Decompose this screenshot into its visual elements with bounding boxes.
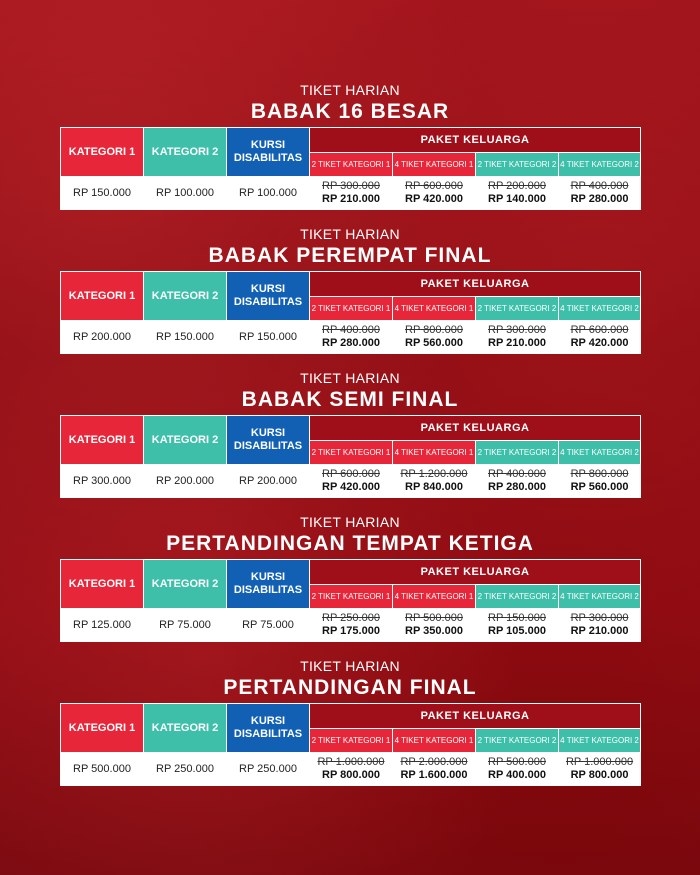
- header-kursi-disabilitas: KURSI DISABILITAS: [227, 128, 310, 177]
- subheader-4-tiket-kat1: 4 TIKET KATEGORI 1: [393, 441, 476, 465]
- price-table: [60, 559, 641, 642]
- subheader-4-tiket-kat1: 4 TIKET KATEGORI 1: [393, 585, 476, 609]
- stage-title: PERTANDINGAN FINAL: [223, 676, 477, 699]
- family-price-cell: [393, 753, 476, 786]
- header-paket-keluarga: PAKET KELUARGA: [310, 272, 641, 297]
- discount-price: RP 210.000: [570, 625, 629, 637]
- original-price: RP 500.000: [488, 756, 546, 768]
- header-kursi-disabilitas: KURSI DISABILITAS: [227, 272, 310, 321]
- original-price: RP 600.000: [570, 324, 629, 336]
- family-price-cell: [393, 321, 476, 354]
- subheader-4-tiket-kat1: 4 TIKET KATEGORI 1: [393, 729, 476, 753]
- price-table: [60, 703, 641, 786]
- price-table: [60, 271, 641, 354]
- family-price-cell: [559, 609, 641, 642]
- price-kursi-disabilitas: RP 150.000: [227, 321, 310, 354]
- family-price-cell: [559, 177, 641, 210]
- family-price-cell: [476, 609, 559, 642]
- subheader-2-tiket-kat2: 2 TIKET KATEGORI 2: [476, 153, 559, 177]
- discount-price: RP 560.000: [405, 337, 463, 349]
- stage-title: BABAK PEREMPAT FINAL: [208, 244, 492, 267]
- subheader-2-tiket-kat2: 2 TIKET KATEGORI 2: [476, 297, 559, 321]
- price-kategori-2: RP 75.000: [144, 609, 227, 642]
- family-price-cell: [310, 177, 393, 210]
- family-price-cell: [476, 321, 559, 354]
- ticket-type-label: TIKET HARIAN: [300, 658, 400, 674]
- header-paket-keluarga: PAKET KELUARGA: [310, 416, 641, 441]
- discount-price: RP 800.000: [570, 769, 629, 781]
- price-kursi-disabilitas: RP 250.000: [227, 753, 310, 786]
- header-kategori-1: KATEGORI 1: [61, 128, 144, 177]
- price-kategori-1: RP 200.000: [61, 321, 144, 354]
- family-price-cell: [559, 465, 641, 498]
- header-kategori-2: KATEGORI 2: [144, 704, 227, 753]
- subheader-2-tiket-kat1: 2 TIKET KATEGORI 1: [310, 729, 393, 753]
- subheader-4-tiket-kat2: 4 TIKET KATEGORI 2: [559, 729, 641, 753]
- header-kategori-1: KATEGORI 1: [61, 560, 144, 609]
- subheader-4-tiket-kat2: 4 TIKET KATEGORI 2: [559, 297, 641, 321]
- discount-price: RP 105.000: [488, 625, 546, 637]
- discount-price: RP 210.000: [488, 337, 546, 349]
- original-price: RP 300.000: [322, 180, 380, 192]
- original-price: RP 600.000: [322, 468, 380, 480]
- discount-price: RP 280.000: [570, 193, 629, 205]
- original-price: RP 2.000.000: [400, 756, 468, 768]
- subheader-2-tiket-kat1: 2 TIKET KATEGORI 1: [310, 153, 393, 177]
- header-kursi-disabilitas: KURSI DISABILITAS: [227, 560, 310, 609]
- subheader-4-tiket-kat2: 4 TIKET KATEGORI 2: [559, 441, 641, 465]
- family-price-cell: [310, 753, 393, 786]
- original-price: RP 300.000: [570, 612, 629, 624]
- discount-price: RP 350.000: [405, 625, 463, 637]
- original-price: RP 600.000: [405, 180, 463, 192]
- discount-price: RP 420.000: [405, 193, 463, 205]
- subheader-2-tiket-kat1: 2 TIKET KATEGORI 1: [310, 297, 393, 321]
- ticket-type-label: TIKET HARIAN: [300, 370, 400, 386]
- family-price-cell: [393, 609, 476, 642]
- family-price-cell: [310, 465, 393, 498]
- subheader-2-tiket-kat1: 2 TIKET KATEGORI 1: [310, 441, 393, 465]
- discount-price: RP 140.000: [488, 193, 546, 205]
- family-price-cell: [476, 177, 559, 210]
- price-kategori-1: RP 150.000: [61, 177, 144, 210]
- header-kategori-2: KATEGORI 2: [144, 272, 227, 321]
- discount-price: RP 210.000: [322, 193, 380, 205]
- subheader-4-tiket-kat1: 4 TIKET KATEGORI 1: [393, 153, 476, 177]
- original-price: RP 150.000: [488, 612, 546, 624]
- price-kursi-disabilitas: RP 200.000: [227, 465, 310, 498]
- ticket-type-label: TIKET HARIAN: [300, 82, 400, 98]
- family-price-cell: [310, 609, 393, 642]
- header-paket-keluarga: PAKET KELUARGA: [310, 128, 641, 153]
- stage-title: BABAK 16 BESAR: [250, 100, 450, 123]
- discount-price: RP 840.000: [405, 481, 463, 493]
- original-price: RP 1.000.000: [565, 756, 634, 768]
- subheader-4-tiket-kat2: 4 TIKET KATEGORI 2: [559, 153, 641, 177]
- original-price: RP 1.000.000: [317, 756, 385, 768]
- family-price-cell: [476, 753, 559, 786]
- subheader-2-tiket-kat2: 2 TIKET KATEGORI 2: [476, 585, 559, 609]
- discount-price: RP 280.000: [322, 337, 380, 349]
- price-kategori-2: RP 200.000: [144, 465, 227, 498]
- subheader-4-tiket-kat2: 4 TIKET KATEGORI 2: [559, 585, 641, 609]
- discount-price: RP 400.000: [488, 769, 546, 781]
- subheader-2-tiket-kat2: 2 TIKET KATEGORI 2: [476, 729, 559, 753]
- header-kategori-2: KATEGORI 2: [144, 560, 227, 609]
- family-price-cell: [559, 321, 641, 354]
- price-table: [60, 415, 641, 498]
- discount-price: RP 175.000: [322, 625, 380, 637]
- original-price: RP 800.000: [405, 324, 463, 336]
- ticket-type-label: TIKET HARIAN: [300, 226, 400, 242]
- discount-price: RP 800.000: [322, 769, 380, 781]
- price-table: [60, 127, 641, 210]
- price-kursi-disabilitas: RP 75.000: [227, 609, 310, 642]
- original-price: RP 1.200.000: [400, 468, 468, 480]
- family-price-cell: [476, 465, 559, 498]
- discount-price: RP 1.600.000: [400, 769, 468, 781]
- original-price: RP 400.000: [570, 180, 629, 192]
- header-paket-keluarga: PAKET KELUARGA: [310, 560, 641, 585]
- original-price: RP 200.000: [488, 180, 546, 192]
- header-kategori-2: KATEGORI 2: [144, 128, 227, 177]
- price-kategori-2: RP 150.000: [144, 321, 227, 354]
- subheader-2-tiket-kat2: 2 TIKET KATEGORI 2: [476, 441, 559, 465]
- stage-title: PERTANDINGAN TEMPAT KETIGA: [166, 532, 534, 555]
- family-price-cell: [310, 321, 393, 354]
- original-price: RP 500.000: [405, 612, 463, 624]
- header-kategori-1: KATEGORI 1: [61, 704, 144, 753]
- family-price-cell: [393, 177, 476, 210]
- header-kategori-1: KATEGORI 1: [61, 272, 144, 321]
- header-kategori-2: KATEGORI 2: [144, 416, 227, 465]
- header-kursi-disabilitas: KURSI DISABILITAS: [227, 416, 310, 465]
- header-paket-keluarga: PAKET KELUARGA: [310, 704, 641, 729]
- price-kategori-1: RP 300.000: [61, 465, 144, 498]
- stage-title: BABAK SEMI FINAL: [241, 388, 459, 411]
- discount-price: RP 420.000: [570, 337, 629, 349]
- price-kursi-disabilitas: RP 100.000: [227, 177, 310, 210]
- price-kategori-2: RP 100.000: [144, 177, 227, 210]
- discount-price: RP 280.000: [488, 481, 546, 493]
- original-price: RP 800.000: [570, 468, 629, 480]
- family-price-cell: [559, 753, 641, 786]
- ticket-type-label: TIKET HARIAN: [300, 514, 400, 530]
- family-price-cell: [393, 465, 476, 498]
- subheader-2-tiket-kat1: 2 TIKET KATEGORI 1: [310, 585, 393, 609]
- discount-price: RP 560.000: [570, 481, 629, 493]
- price-kategori-1: RP 500.000: [61, 753, 144, 786]
- price-kategori-1: RP 125.000: [61, 609, 144, 642]
- original-price: RP 250.000: [322, 612, 380, 624]
- header-kategori-1: KATEGORI 1: [61, 416, 144, 465]
- original-price: RP 300.000: [488, 324, 546, 336]
- subheader-4-tiket-kat1: 4 TIKET KATEGORI 1: [393, 297, 476, 321]
- original-price: RP 400.000: [488, 468, 546, 480]
- header-kursi-disabilitas: KURSI DISABILITAS: [227, 704, 310, 753]
- original-price: RP 400.000: [322, 324, 380, 336]
- discount-price: RP 420.000: [322, 481, 380, 493]
- price-kategori-2: RP 250.000: [144, 753, 227, 786]
